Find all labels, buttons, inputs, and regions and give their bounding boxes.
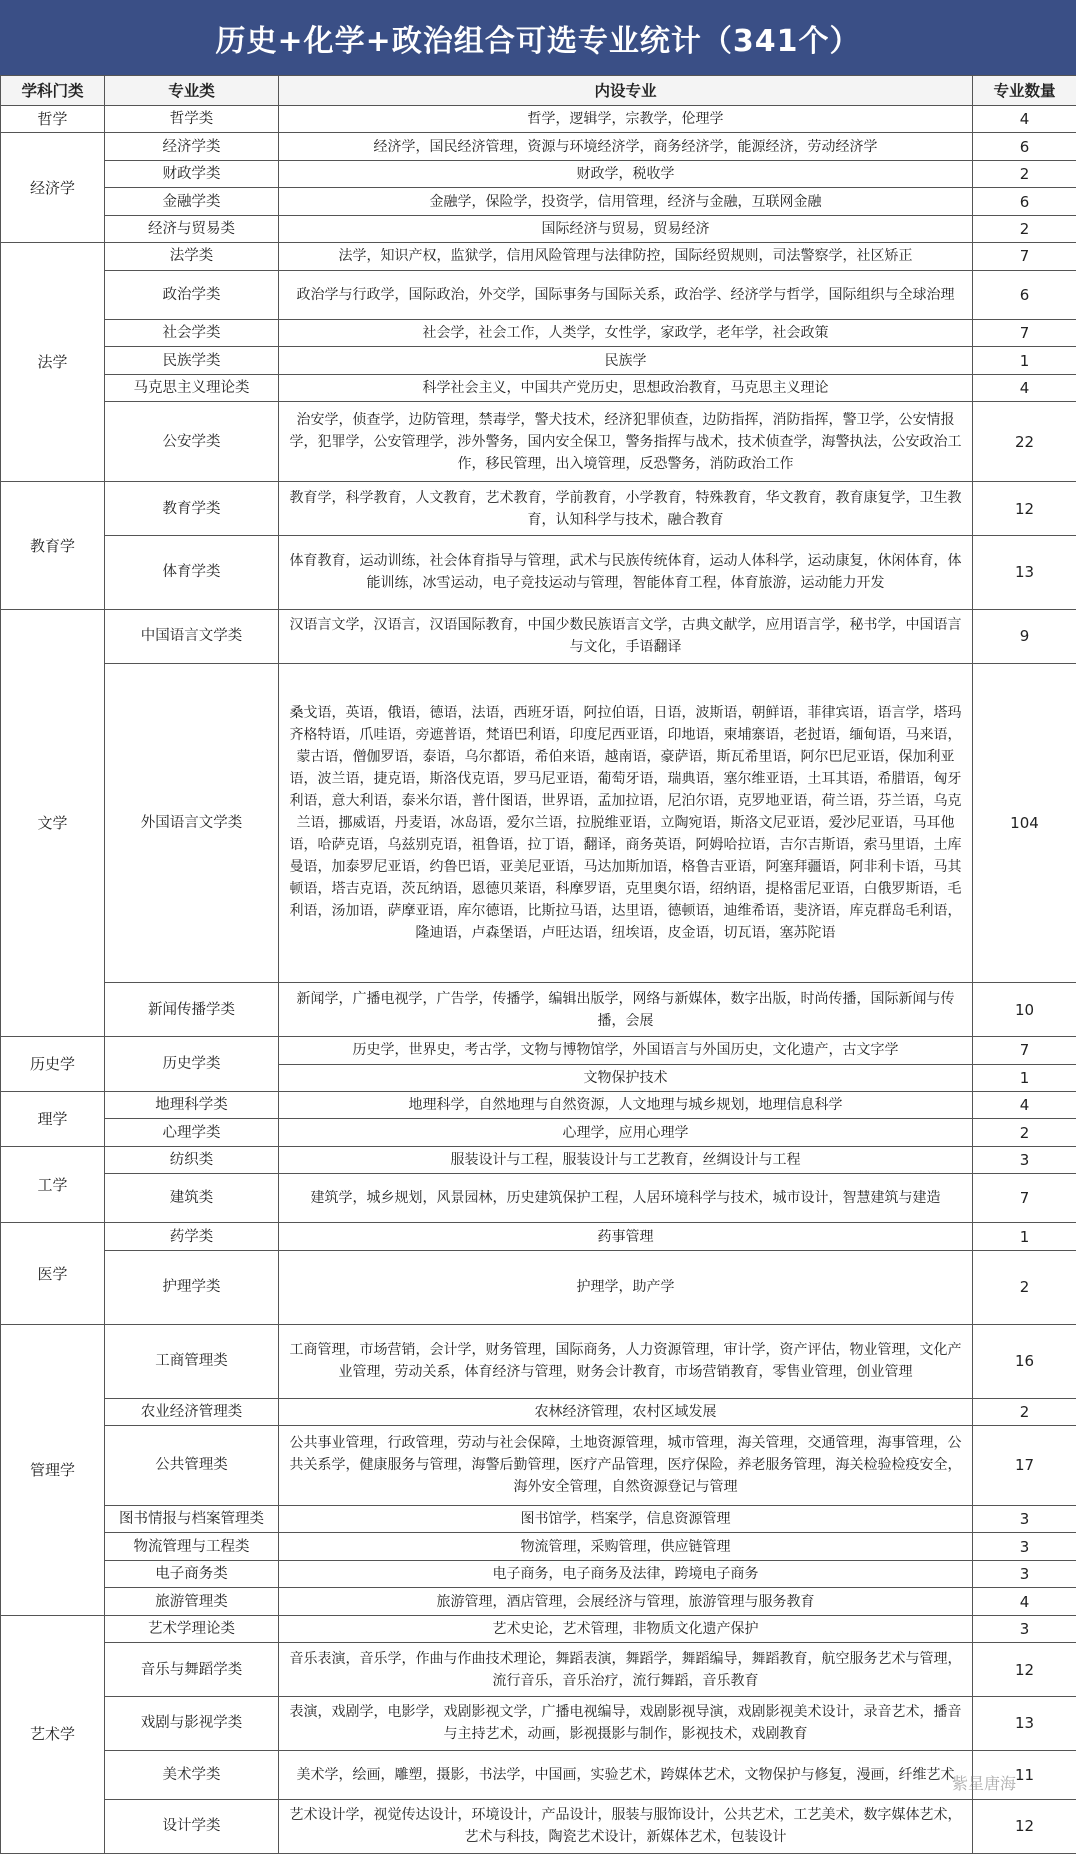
table-row [1, 1398, 1076, 1425]
class-cell: 物流管理与工程类 [105, 1533, 279, 1560]
table-body [1, 106, 1076, 1854]
count-cell: 12 [973, 482, 1076, 536]
table-row [1, 1091, 1076, 1118]
count-cell: 6 [973, 188, 1076, 215]
class-cell: 中国语言文学类 [105, 609, 279, 663]
class-cell: 旅游管理类 [105, 1588, 279, 1615]
majors-cell: 历史学，世界史，考古学，文物与博物馆学，外国语言与外国历史，文化遗产，古文字学 [279, 1037, 973, 1064]
count-cell: 7 [973, 243, 1076, 270]
table-row [1, 1643, 1076, 1697]
table-row [1, 1174, 1076, 1223]
count-cell: 3 [973, 1615, 1076, 1642]
class-cell: 马克思主义理论类 [105, 374, 279, 401]
majors-cell: 药事管理 [279, 1223, 973, 1250]
majors-cell: 护理学，助产学 [279, 1250, 973, 1324]
count-cell: 22 [973, 402, 1076, 482]
table-row [1, 1223, 1076, 1250]
table-row [1, 1696, 1076, 1750]
table-row [1, 609, 1076, 663]
discipline-cell: 艺术学 [1, 1615, 105, 1853]
class-cell: 心理学类 [105, 1119, 279, 1146]
class-cell: 工商管理类 [105, 1324, 279, 1398]
majors-cell: 图书馆学，档案学，信息资源管理 [279, 1505, 973, 1532]
table-row [1, 1425, 1076, 1505]
count-cell: 16 [973, 1324, 1076, 1398]
majors-cell: 工商管理，市场营销，会计学，财务管理，国际商务，人力资源管理，审计学，资产评估，物业管理，文化产业管理，劳动关系，体育经济与管理，财务会计教育，市场营销教育，零售业管理，创业管理 [279, 1324, 973, 1398]
majors-cell: 政治学与行政学，国际政治，外交学，国际事务与国际关系，政治学、经济学与哲学，国际组织与全球治理 [279, 270, 973, 319]
majors-cell: 国际经济与贸易，贸易经济 [279, 215, 973, 242]
majors-cell: 公共事业管理，行政管理，劳动与社会保障，土地资源管理，城市管理，海关管理，交通管理，海事管理，公共关系学，健康服务与管理，海警后勤管理，医疗产品管理，医疗保险，养老服务管理，海关检验检疫安全，海外安全管理，自然资源登记与管理 [279, 1425, 973, 1505]
majors-cell: 科学社会主义，中国共产党历史，思想政治教育，马克思主义理论 [279, 374, 973, 401]
class-cell: 新闻传播学类 [105, 983, 279, 1037]
class-cell: 美术学类 [105, 1750, 279, 1799]
count-cell: 1 [973, 347, 1076, 374]
table-row [1, 663, 1076, 983]
majors-cell: 表演，戏剧学，电影学，戏剧影视文学，广播电视编导，戏剧影视导演，戏剧影视美术设计，录音艺术，播音与主持艺术，动画，影视摄影与制作，影视技术，戏剧教育 [279, 1696, 973, 1750]
majors-cell: 民族学 [279, 347, 973, 374]
count-cell: 4 [973, 106, 1076, 133]
class-cell: 财政学类 [105, 160, 279, 187]
count-cell: 10 [973, 983, 1076, 1037]
class-cell: 设计学类 [105, 1799, 279, 1853]
table-row [1, 160, 1076, 187]
table-row [1, 482, 1076, 536]
table-row [1, 347, 1076, 374]
table-header-row [1, 76, 1076, 106]
class-cell: 建筑类 [105, 1174, 279, 1223]
majors-cell: 教育学，科学教育，人文教育，艺术教育，学前教育，小学教育，特殊教育，华文教育，教育康复学，卫生教育，认知科学与技术，融合教育 [279, 482, 973, 536]
majors-cell: 艺术设计学，视觉传达设计，环境设计，产品设计，服装与服饰设计，公共艺术，工艺美术，数字媒体艺术，艺术与科技，陶瓷艺术设计，新媒体艺术，包装设计 [279, 1799, 973, 1853]
majors-cell: 新闻学，广播电视学，广告学，传播学，编辑出版学，网络与新媒体，数字出版，时尚传播，国际新闻与传播，会展 [279, 983, 973, 1037]
table-row [1, 983, 1076, 1037]
majors-cell: 旅游管理，酒店管理，会展经济与管理，旅游管理与服务教育 [279, 1588, 973, 1615]
count-cell: 12 [973, 1799, 1076, 1853]
majors-cell: 建筑学，城乡规划，风景园林，历史建筑保护工程，人居环境科学与技术，城市设计，智慧建筑与建造 [279, 1174, 973, 1223]
discipline-cell: 工学 [1, 1146, 105, 1223]
table-row [1, 402, 1076, 482]
majors-cell: 哲学，逻辑学，宗教学，伦理学 [279, 106, 973, 133]
table-row [1, 1250, 1076, 1324]
class-cell: 地理科学类 [105, 1091, 279, 1118]
majors-cell: 财政学，税收学 [279, 160, 973, 187]
majors-cell: 音乐表演，音乐学，作曲与作曲技术理论，舞蹈表演，舞蹈学，舞蹈编导，舞蹈教育，航空服务艺术与管理，流行音乐，音乐治疗，流行舞蹈，音乐教育 [279, 1643, 973, 1697]
class-cell: 教育学类 [105, 482, 279, 536]
majors-cell: 服装设计与工程，服装设计与工艺教育，丝绸设计与工程 [279, 1146, 973, 1173]
header-class: 专业类 [105, 76, 279, 106]
count-cell: 2 [973, 1250, 1076, 1324]
class-cell: 经济学类 [105, 133, 279, 160]
majors-cell: 地理科学，自然地理与自然资源，人文地理与城乡规划，地理信息科学 [279, 1091, 973, 1118]
count-cell: 12 [973, 1643, 1076, 1697]
count-cell: 3 [973, 1533, 1076, 1560]
class-cell: 经济与贸易类 [105, 215, 279, 242]
count-cell: 4 [973, 1588, 1076, 1615]
table-row [1, 1324, 1076, 1398]
count-cell: 13 [973, 535, 1076, 609]
count-cell: 7 [973, 1174, 1076, 1223]
discipline-cell: 经济学 [1, 133, 105, 243]
discipline-cell: 医学 [1, 1223, 105, 1324]
page-title: 历史+化学+政治组合可选专业统计（341个） [0, 0, 1076, 75]
watermark: 紫星唐海 [951, 1774, 1016, 1793]
table-row [1, 1119, 1076, 1146]
majors-cell: 电子商务，电子商务及法律，跨境电子商务 [279, 1560, 973, 1587]
table-row [1, 1037, 1076, 1064]
table-row [1, 243, 1076, 270]
discipline-cell: 文学 [1, 609, 105, 1036]
table-row [1, 1533, 1076, 1560]
count-cell: 7 [973, 1037, 1076, 1064]
count-cell: 2 [973, 1398, 1076, 1425]
table-row [1, 133, 1076, 160]
class-cell: 护理学类 [105, 1250, 279, 1324]
count-cell: 2 [973, 1119, 1076, 1146]
count-cell: 17 [973, 1425, 1076, 1505]
count-cell: 4 [973, 374, 1076, 401]
majors-cell: 金融学，保险学，投资学，信用管理，经济与金融，互联网金融 [279, 188, 973, 215]
class-cell: 体育学类 [105, 535, 279, 609]
majors-cell: 体育教育，运动训练，社会体育指导与管理，武术与民族传统体育，运动人体科学，运动康复，休闲体育，体能训练，冰雪运动，电子竞技运动与管理，智能体育工程，体育旅游，运动能力开发 [279, 535, 973, 609]
class-cell: 纺织类 [105, 1146, 279, 1173]
discipline-cell: 法学 [1, 243, 105, 482]
table-row [1, 319, 1076, 346]
discipline-cell: 管理学 [1, 1324, 105, 1615]
class-cell: 哲学类 [105, 106, 279, 133]
discipline-cell: 历史学 [1, 1037, 105, 1092]
class-cell: 民族学类 [105, 347, 279, 374]
majors-cell: 物流管理，采购管理，供应链管理 [279, 1533, 973, 1560]
count-cell: 6 [973, 270, 1076, 319]
majors-cell: 桑戈语，英语，俄语，德语，法语，西班牙语，阿拉伯语，日语，波斯语，朝鲜语，菲律宾语，语言学，塔玛齐格特语，爪哇语，旁遮普语，梵语巴利语，印度尼西亚语，印地语，柬埔寨语，老挝语，缅甸语，马来语，蒙古语，僧伽罗语，泰语，乌尔都语，希伯来语，越南语，豪萨语，斯瓦希里语，阿尔巴尼亚语，保加利亚语，波兰语，捷克语，斯洛伐克语，罗马尼亚语，葡萄牙语，瑞典语，塞尔维亚语，土耳其语，希腊语，匈牙利语，意大利语，泰米尔语，普什图语，世界语，孟加拉语，尼泊尔语，克罗地亚语，荷兰语，芬兰语，乌克兰语，挪威语，丹麦语，冰岛语，爱尔兰语，拉脱维亚语，立陶宛语，斯洛文尼亚语，爱沙尼亚语，马耳他语，哈萨克语，乌兹别克语，祖鲁语，拉丁语，翻译，商务英语，阿姆哈拉语，吉尔吉斯语，索马里语，土库曼语，加泰罗尼亚语，约鲁巴语，亚美尼亚语，马达加斯加语，格鲁吉亚语，阿塞拜疆语，阿非利卡语，马其顿语，塔吉克语，茨瓦纳语，恩德贝莱语，科摩罗语，克里奥尔语，绍纳语，提格雷尼亚语，白俄罗斯语，毛利语，汤加语，萨摩亚语，库尔德语，比斯拉马语，达里语，德顿语，迪维希语，斐济语，库克群岛毛利语，隆迪语，卢森堡语，卢旺达语，纽埃语，皮金语，切瓦语，塞苏陀语 [279, 663, 973, 983]
header-majors: 内设专业 [279, 76, 973, 106]
table-row [1, 1505, 1076, 1532]
table-row [1, 270, 1076, 319]
count-cell: 2 [973, 160, 1076, 187]
class-cell: 历史学类 [105, 1037, 279, 1092]
majors-cell: 经济学，国民经济管理，资源与环境经济学，商务经济学，能源经济，劳动经济学 [279, 133, 973, 160]
table-row [1, 188, 1076, 215]
table-row [1, 106, 1076, 133]
table-row [1, 1588, 1076, 1615]
table-row [1, 1560, 1076, 1587]
majors-cell: 汉语言文学，汉语言，汉语国际教育，中国少数民族语言文学，古典文献学，应用语言学，秘书学，中国语言与文化，手语翻译 [279, 609, 973, 663]
class-cell: 图书情报与档案管理类 [105, 1505, 279, 1532]
count-cell: 1 [973, 1223, 1076, 1250]
count-cell: 11 [973, 1750, 1076, 1799]
majors-table [0, 75, 1076, 1854]
majors-cell: 社会学，社会工作，人类学，女性学，家政学，老年学，社会政策 [279, 319, 973, 346]
class-cell: 戏剧与影视学类 [105, 1696, 279, 1750]
count-cell: 3 [973, 1560, 1076, 1587]
majors-cell: 法学，知识产权，监狱学，信用风险管理与法律防控，国际经贸规则，司法警察学，社区矫正 [279, 243, 973, 270]
count-cell: 3 [973, 1505, 1076, 1532]
table-row [1, 1799, 1076, 1853]
class-cell: 社会学类 [105, 319, 279, 346]
header-count: 专业数量 [973, 76, 1076, 106]
count-cell: 13 [973, 1696, 1076, 1750]
majors-cell: 文物保护技术 [279, 1064, 973, 1091]
discipline-cell: 理学 [1, 1091, 105, 1146]
class-cell: 金融学类 [105, 188, 279, 215]
class-cell: 音乐与舞蹈学类 [105, 1643, 279, 1697]
majors-cell: 艺术史论，艺术管理，非物质文化遗产保护 [279, 1615, 973, 1642]
count-cell: 4 [973, 1091, 1076, 1118]
class-cell: 电子商务类 [105, 1560, 279, 1587]
table-row [1, 1146, 1076, 1173]
count-cell: 9 [973, 609, 1076, 663]
header-discipline: 学科门类 [1, 76, 105, 106]
table-row [1, 1615, 1076, 1642]
majors-cell: 治安学，侦查学，边防管理，禁毒学，警犬技术，经济犯罪侦查，边防指挥，消防指挥，警卫学，公安情报学，犯罪学，公安管理学，涉外警务，国内安全保卫，警务指挥与战术，技术侦查学，海警执法，公安政治工作，移民管理，出入境管理，反恐警务，消防政治工作 [279, 402, 973, 482]
class-cell: 公安学类 [105, 402, 279, 482]
discipline-cell: 教育学 [1, 482, 105, 610]
majors-cell: 农林经济管理，农村区域发展 [279, 1398, 973, 1425]
count-cell: 104 [973, 663, 1076, 983]
count-cell: 3 [973, 1146, 1076, 1173]
count-cell: 6 [973, 133, 1076, 160]
count-cell: 2 [973, 215, 1076, 242]
count-cell: 7 [973, 319, 1076, 346]
table-row [1, 215, 1076, 242]
class-cell: 政治学类 [105, 270, 279, 319]
class-cell: 农业经济管理类 [105, 1398, 279, 1425]
discipline-cell: 哲学 [1, 106, 105, 133]
table-row [1, 374, 1076, 401]
table-row [1, 535, 1076, 609]
count-cell: 1 [973, 1064, 1076, 1091]
majors-cell: 美术学，绘画，雕塑，摄影，书法学，中国画，实验艺术，跨媒体艺术，文物保护与修复，漫画，纤维艺术 [279, 1750, 973, 1799]
majors-cell: 心理学，应用心理学 [279, 1119, 973, 1146]
class-cell: 公共管理类 [105, 1425, 279, 1505]
class-cell: 艺术学理论类 [105, 1615, 279, 1642]
class-cell: 外国语言文学类 [105, 663, 279, 983]
class-cell: 法学类 [105, 243, 279, 270]
class-cell: 药学类 [105, 1223, 279, 1250]
table-row [1, 1750, 1076, 1799]
